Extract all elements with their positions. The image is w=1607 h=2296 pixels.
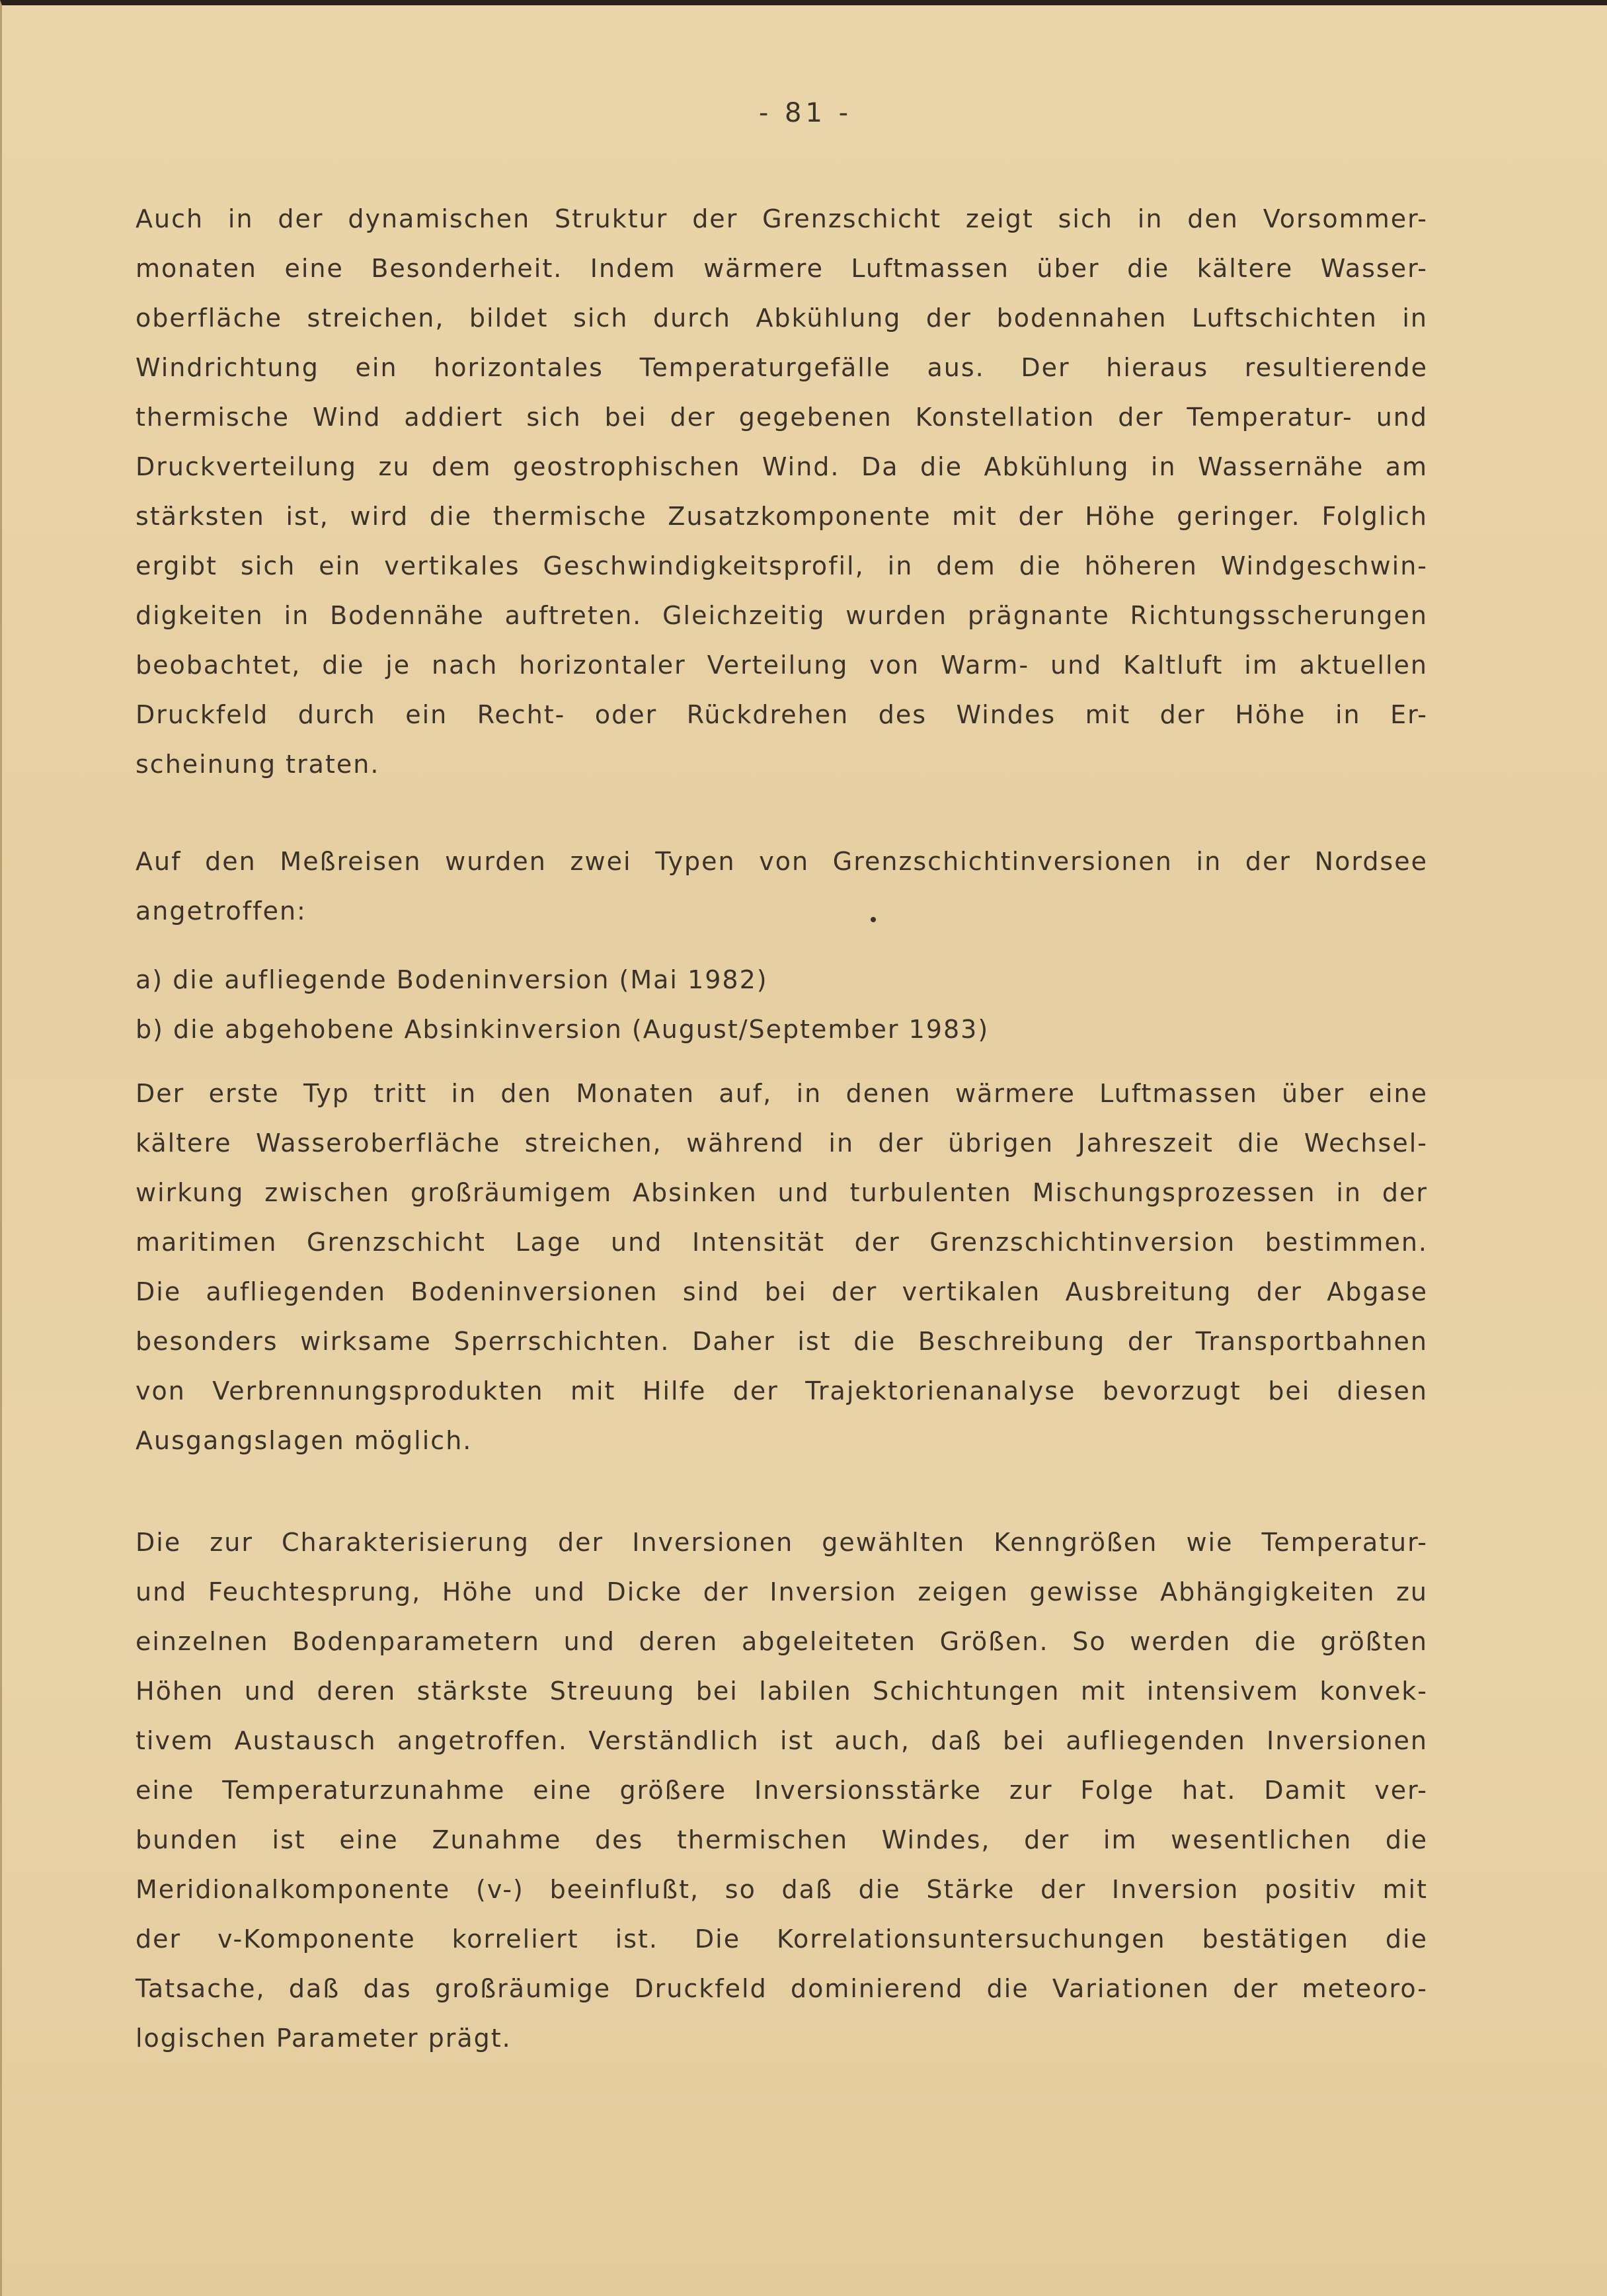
text-line: tivem Austausch angetroffen. Verständlich ist auch, daß bei aufliegenden Inversionen <box>136 1726 1428 1755</box>
text-line: ergibt sich ein vertikales Geschwindigkeitsprofil, in dem die höheren Windgeschwin- <box>136 551 1428 580</box>
list-item: b) die abgehobene Absinkinversion (August/September 1983) <box>136 1015 990 1044</box>
text-line: wirkung zwischen großräumigem Absinken und turbulenten Mischungsprozessen in der <box>136 1178 1428 1207</box>
text-line: Auf den Meßreisen wurden zwei Typen von Grenzschichtinversionen in der Nordsee <box>136 847 1428 876</box>
text-line: digkeiten in Bodennähe auftreten. Gleichzeitig wurden prägnante Richtungsscherungen <box>136 601 1428 630</box>
text-line: eine Temperaturzunahme eine größere Inversionsstärke zur Folge hat. Damit ver- <box>136 1776 1428 1805</box>
text-line: von Verbrennungsprodukten mit Hilfe der Trajektorienanalyse bevorzugt bei diesen <box>136 1376 1428 1405</box>
text-line: angetroffen: <box>136 896 307 926</box>
paragraph-boundary-layer-structure <box>136 194 1428 789</box>
text-line: Windrichtung ein horizontales Temperaturgefälle aus. Der hieraus resultierende <box>136 353 1428 382</box>
text-line: beobachtet, die je nach horizontaler Verteilung von Warm- und Kaltluft im aktuellen <box>136 651 1428 680</box>
text-line: logischen Parameter prägt. <box>136 2024 512 2053</box>
text-line: stärksten ist, wird die thermische Zusatzkomponente mit der Höhe geringer. Folglich <box>136 502 1428 531</box>
text-line: Druckverteilung zu dem geostrophischen Wind. Da die Abkühlung in Wassernähe am <box>136 452 1428 481</box>
text-line: der v-Komponente korreliert ist. Die Korrelationsuntersuchungen bestätigen die <box>136 1924 1428 1954</box>
text-line: besonders wirksame Sperrschichten. Daher ist die Beschreibung der Transportbahnen <box>136 1327 1428 1356</box>
text-line: Druckfeld durch ein Recht- oder Rückdrehen des Windes mit der Höhe in Er- <box>136 700 1428 729</box>
paragraph-first-type <box>136 1069 1428 1466</box>
text-line: Meridionalkomponente (v-) beeinflußt, so daß die Stärke der Inversion positiv mit <box>136 1875 1428 1904</box>
text-line: Höhen und deren stärkste Streuung bei labilen Schichtungen mit intensivem konvek- <box>136 1677 1428 1706</box>
page-number: - 81 - <box>758 98 853 128</box>
text-line: bunden ist eine Zunahme des thermischen Windes, der im wesentlichen die <box>136 1825 1428 1854</box>
paragraph-inversion-parameters <box>136 1518 1428 2063</box>
text-line: Ausgangslagen möglich. <box>136 1426 473 1455</box>
text-line: oberfläche streichen, bildet sich durch Abkühlung der bodennahen Luftschichten in <box>136 303 1428 333</box>
text-line: Auch in der dynamischen Struktur der Grenzschicht zeigt sich in den Vorsommer- <box>136 204 1428 233</box>
text-line: monaten eine Besonderheit. Indem wärmere Luftmassen über die kältere Wasser- <box>136 254 1428 283</box>
text-line: und Feuchtesprung, Höhe und Dicke der Inversion zeigen gewisse Abhängigkeiten zu <box>136 1577 1428 1606</box>
text-line: thermische Wind addiert sich bei der gegebenen Konstellation der Temperatur- und <box>136 403 1428 432</box>
text-line: Die aufliegenden Bodeninversionen sind bei der vertikalen Ausbreitung der Abgase <box>136 1277 1428 1306</box>
text-line: Tatsache, daß das großräumige Druckfeld dominierend die Variationen der meteoro- <box>136 1974 1428 2003</box>
text-line: einzelnen Bodenparametern und deren abgeleiteten Größen. So werden die größten <box>136 1627 1428 1656</box>
stray-mark <box>871 917 876 922</box>
paragraph-inversion-types-intro <box>136 837 1428 936</box>
text-line: maritimen Grenzschicht Lage und Intensität der Grenzschichtinversion bestimmen. <box>136 1228 1428 1257</box>
inversion-types-list <box>136 955 1428 1054</box>
text-line: scheinung traten. <box>136 750 380 779</box>
text-line: Der erste Typ tritt in den Monaten auf, in denen wärmere Luftmassen über eine <box>136 1079 1428 1108</box>
text-line: kältere Wasseroberfläche streichen, während in der übrigen Jahreszeit die Wechsel- <box>136 1128 1428 1158</box>
text-line: Die zur Charakterisierung der Inversionen gewählten Kenngrößen wie Temperatur- <box>136 1528 1428 1557</box>
list-item: a) die aufliegende Bodeninversion (Mai 1982) <box>136 965 768 994</box>
